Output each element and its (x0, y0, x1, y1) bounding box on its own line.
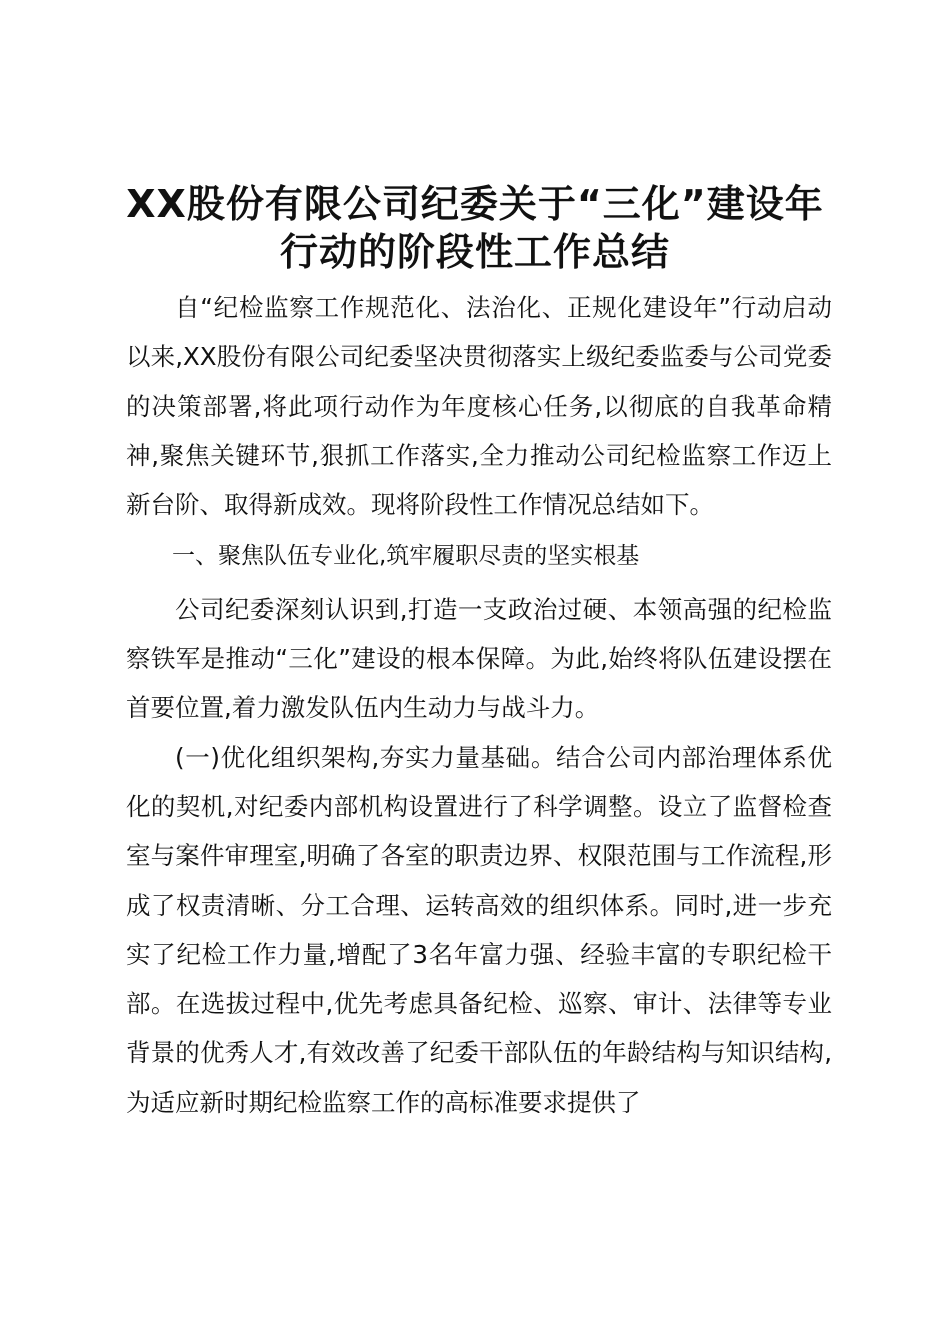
document-title: XX股份有限公司纪委关于“三化”建设年行动的阶段性工作总结 (126, 182, 824, 274)
section-heading-1: 一、聚焦队伍专业化,筑牢履职尽责的坚实根基 (172, 543, 640, 570)
subsection-1-paragraph: (一)优化组织架构,夯实力量基础。结合公司内部治理体系优化的契机,对纪委内部机构设置进行了科学调整。设立了监督检查室与案件审理室,明确了各室的职责边界、权限范围与工作流程,形成了权责清晰、分工合理、运转高效的组织体系。同时,进一步充实了纪检工作力量,增配了3名年富力强、经验丰富的专职纪检干部。在选拔过程中,优先考虑具备纪检、巡察、审计、法律等专业背景的优秀人才,有效改善了纪委干部队伍的年龄结构与知识结构,为适应新时期纪检监察工作的高标准要求提供了 (126, 742, 832, 1117)
section-1-paragraph: 公司纪委深刻认识到,打造一支政治过硬、本领高强的纪检监察铁军是推动“三化”建设的根本保障。为此,始终将队伍建设摆在首要位置,着力激发队伍内生动力与战斗力。 (126, 594, 832, 723)
intro-paragraph: 自“纪检监察工作规范化、法治化、正规化建设年”行动启动以来,XX股份有限公司纪委坚决贯彻落实上级纪委监委与公司党委的决策部署,将此项行动作为年度核心任务,以彻底的自我革命精神,聚焦关键环节,狠抓工作落实,全力推动公司纪检监察工作迈上新台阶、取得新成效。现将阶段性工作情况总结如下。 (126, 293, 832, 520)
document-body (126, 283, 832, 1127)
